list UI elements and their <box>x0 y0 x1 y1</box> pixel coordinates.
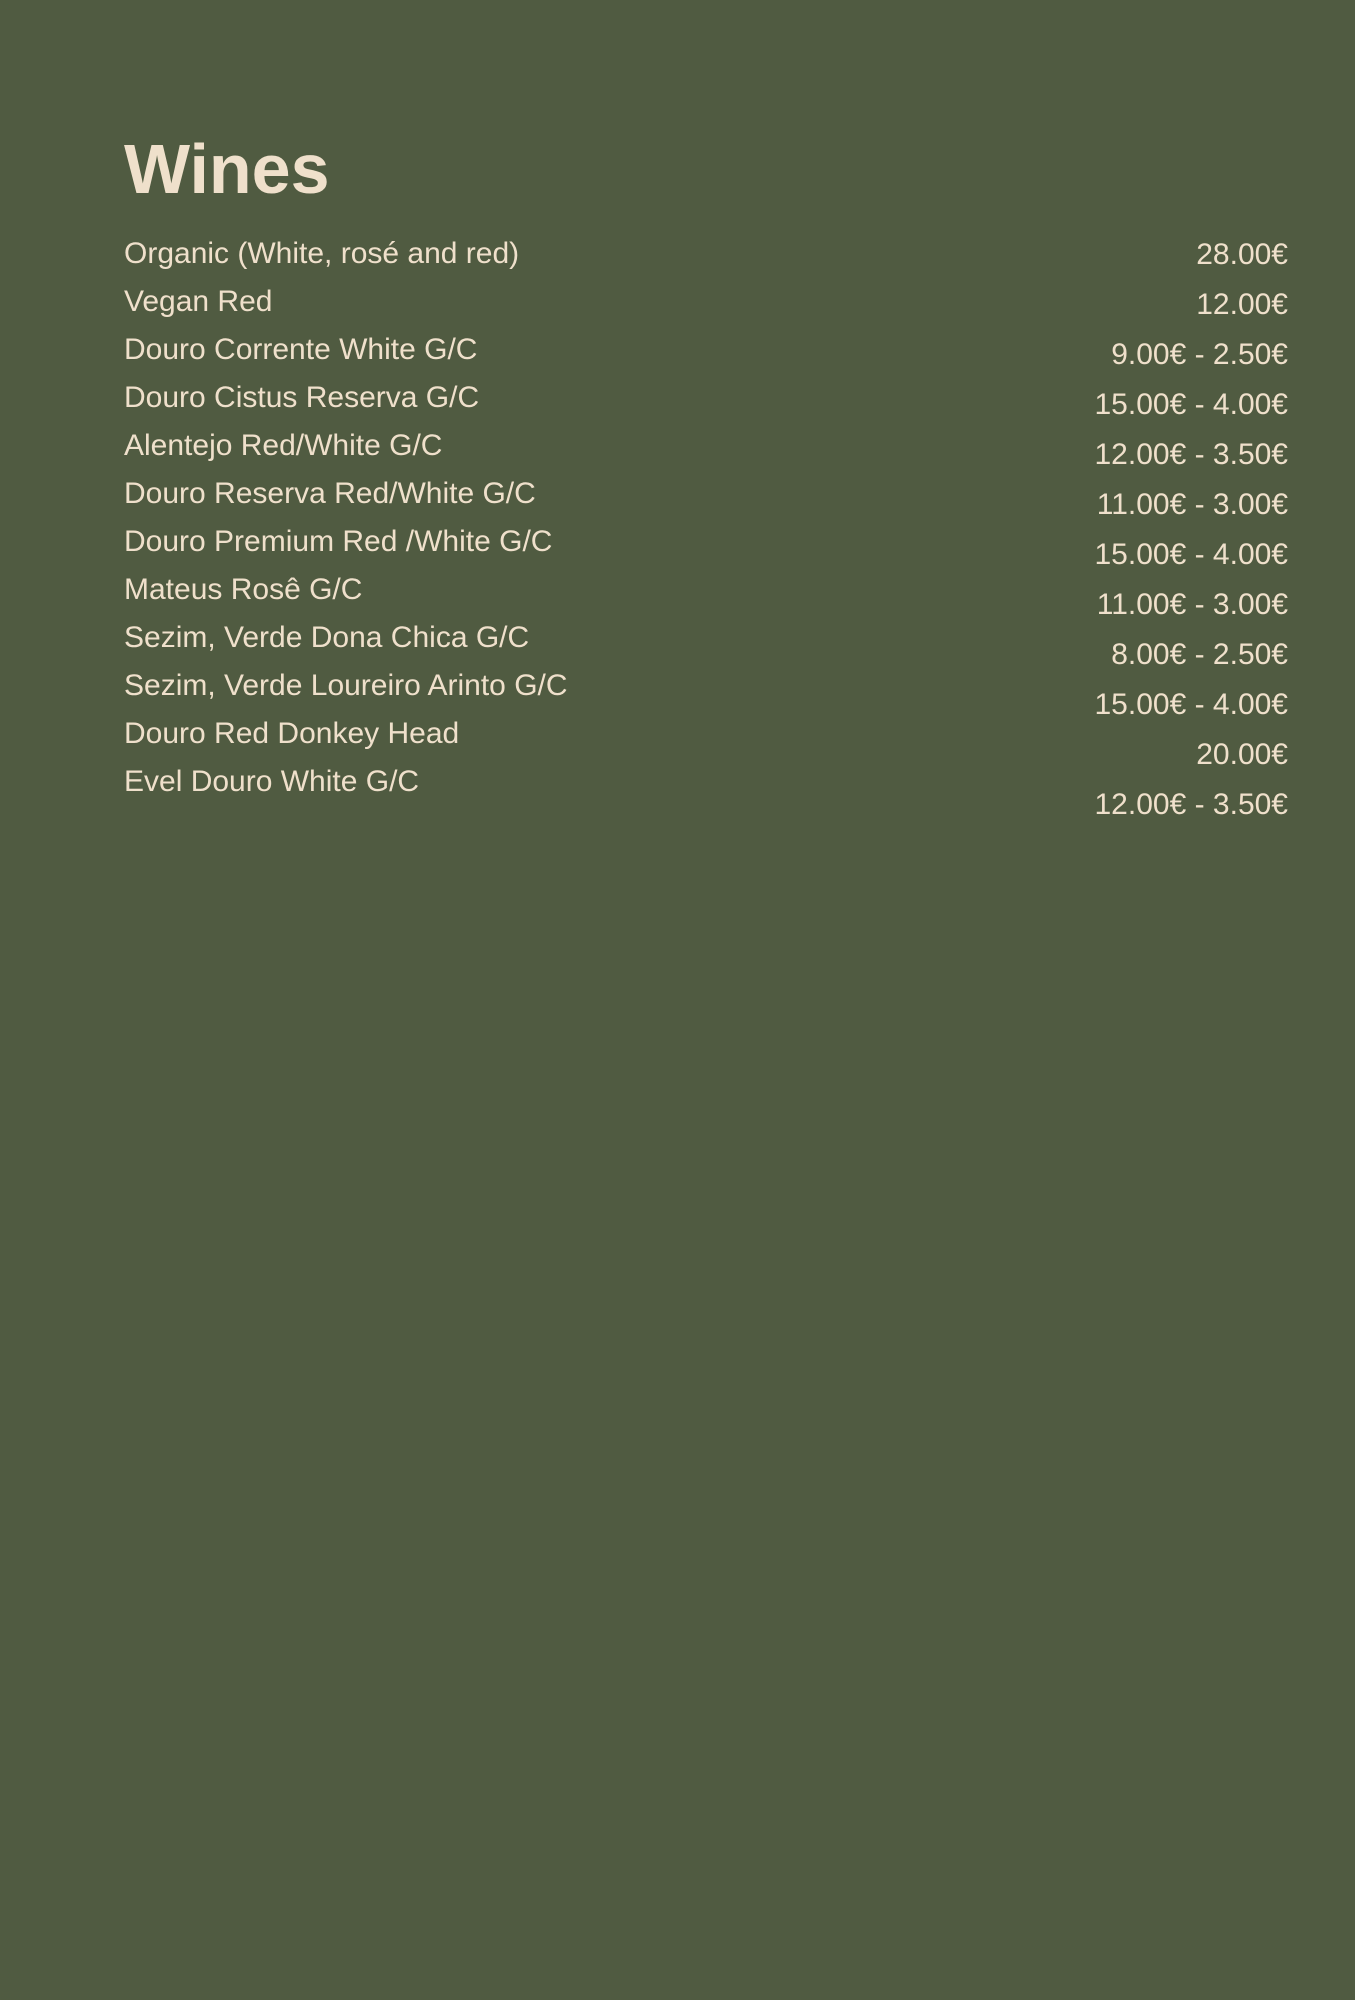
wine-name: Douro Cistus Reserva G/C <box>124 381 480 414</box>
wine-price: 12.00€ - 3.50€ <box>1094 788 1288 821</box>
wine-price: 15.00€ - 4.00€ <box>1094 538 1288 571</box>
wine-price: 15.00€ - 4.00€ <box>1094 388 1288 421</box>
wine-name: Douro Corrente White G/C <box>124 333 478 366</box>
menu-title: Wines <box>124 130 330 208</box>
wine-name: Douro Premium Red /White G/C <box>124 525 553 558</box>
wine-price: 11.00€ - 3.00€ <box>1096 588 1288 621</box>
wine-name: Sezim, Verde Loureiro Arinto G/C <box>124 669 568 702</box>
wine-name: Douro Reserva Red/White G/C <box>124 477 536 510</box>
wine-name: Vegan Red <box>124 285 273 318</box>
wine-name: Sezim, Verde Dona Chica G/C <box>124 621 530 654</box>
wine-name: Evel Douro White G/C <box>124 765 420 798</box>
wine-name: Alentejo Red/White G/C <box>124 429 443 462</box>
wine-price: 8.00€ - 2.50€ <box>1111 638 1288 671</box>
wine-price: 11.00€ - 3.00€ <box>1096 488 1288 521</box>
wine-name: Mateus Rosê G/C <box>124 573 363 606</box>
wine-name-list <box>124 230 744 806</box>
wine-price: 12.00€ - 3.50€ <box>1094 438 1288 471</box>
wine-price: 15.00€ - 4.00€ <box>1094 688 1288 721</box>
wine-name: Organic (White, rosé and red) <box>124 237 520 270</box>
wine-price: 9.00€ - 2.50€ <box>1111 338 1288 371</box>
wine-price: 20.00€ <box>1196 738 1288 771</box>
wine-name: Douro Red Donkey Head <box>124 717 460 750</box>
wine-price-list <box>868 230 1288 830</box>
wine-price: 12.00€ <box>1196 288 1288 321</box>
wine-price: 28.00€ <box>1196 238 1288 271</box>
